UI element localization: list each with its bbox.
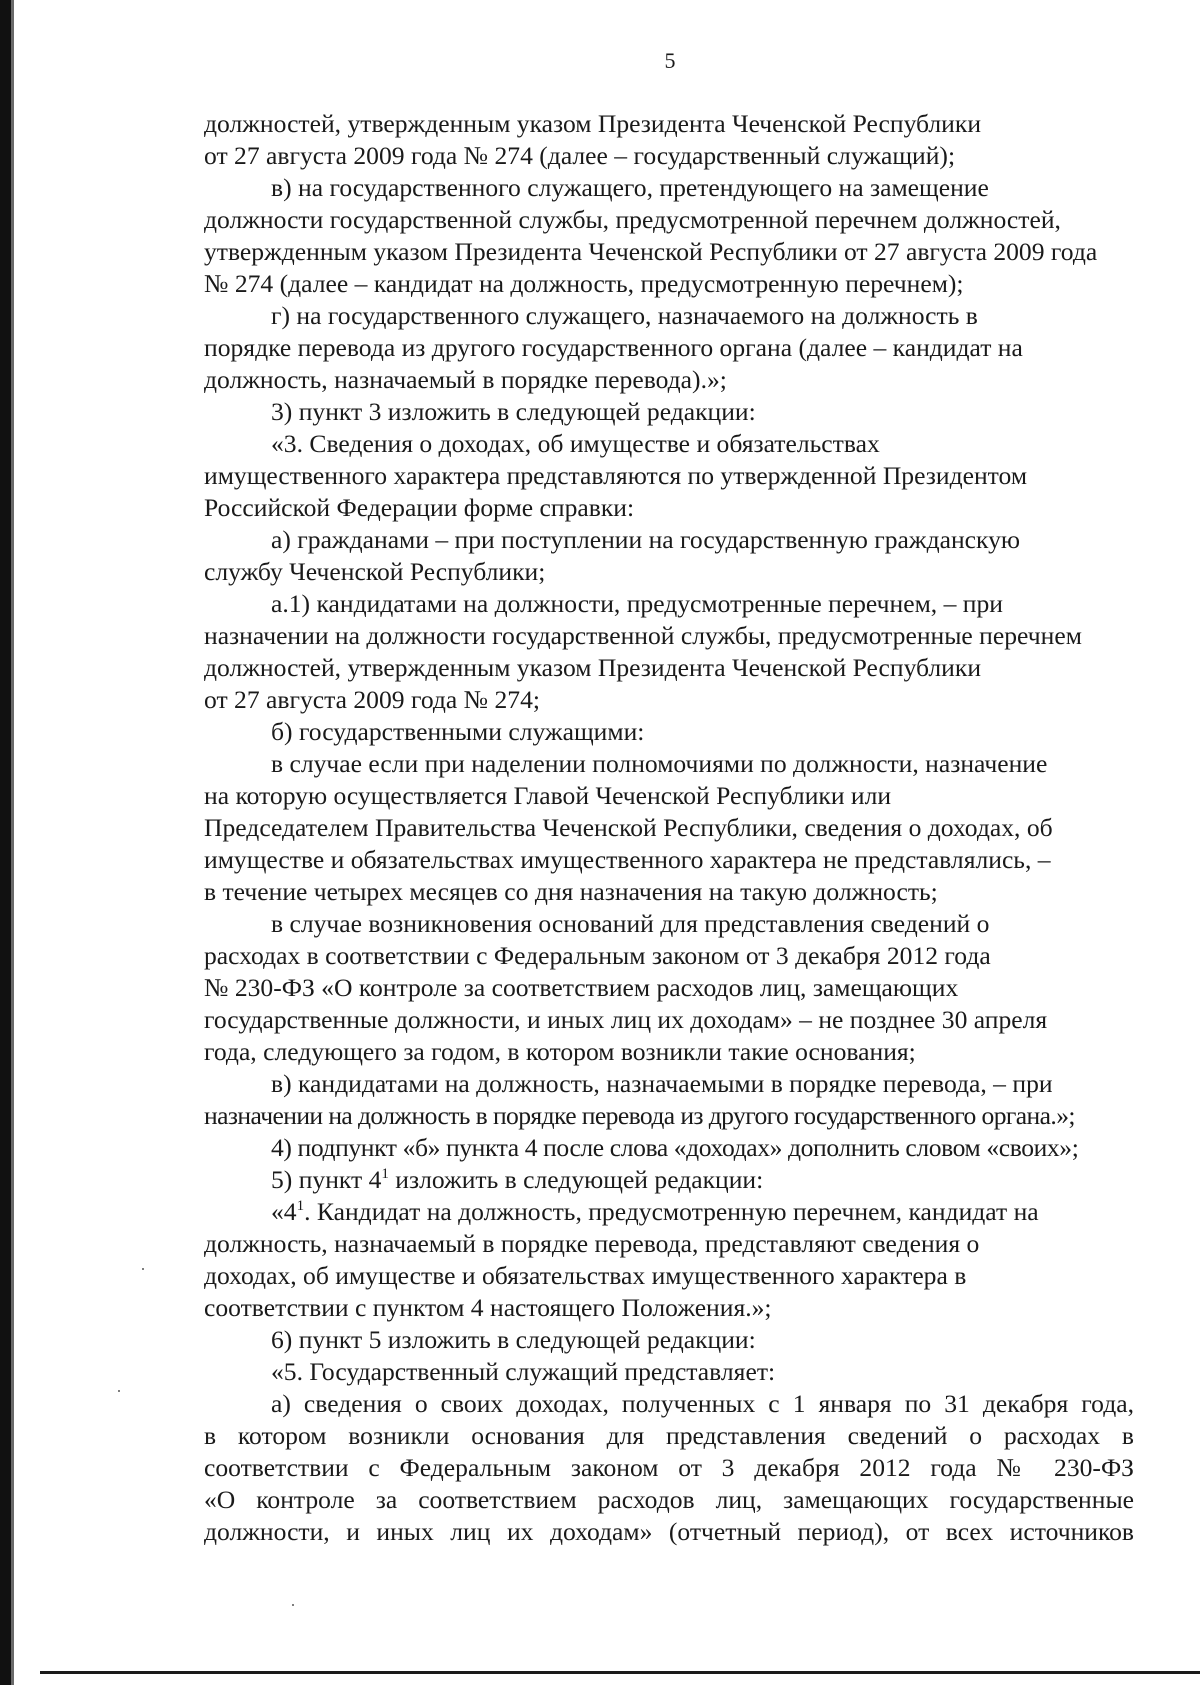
text-line: службу Чеченской Республики; xyxy=(204,557,546,586)
text-line: назначении на должности государственной службы, предусмотренные перечнем xyxy=(204,621,1082,650)
paragraph-15 xyxy=(204,1324,1134,1356)
text-line: 6) пункт 5 изложить в следующей редакции: xyxy=(271,1325,756,1354)
text-line: № 274 (далее – кандидат на должность, предусмотренную перечнем); xyxy=(204,269,964,298)
text-line: должности государственной службы, предусмотренной перечнем должностей, xyxy=(204,205,1061,234)
document-body xyxy=(204,108,1134,1548)
text-line: Председателем Правительства Чеченской Республики, сведения о доходах, об xyxy=(204,813,1053,842)
text-line: должностей, утвержденным указом Президента Чеченской Республики xyxy=(204,109,982,138)
text-line: «О контроле за соответствием расходов лиц, замещающих государственные xyxy=(204,1485,1134,1514)
paragraph-9 xyxy=(204,748,1134,908)
text-line: от 27 августа 2009 года № 274 (далее – государственный служащий); xyxy=(204,141,956,170)
text-line-prefix: «4 xyxy=(271,1197,297,1226)
scan-speck xyxy=(292,1604,294,1606)
text-line: в случае возникновения оснований для представления сведений о xyxy=(271,909,990,938)
scan-edge-left-shadow xyxy=(11,0,14,1685)
text-line: имущественного характера представляются по утвержденной Президентом xyxy=(204,461,1028,490)
paragraph-16 xyxy=(204,1356,1134,1388)
paragraph-12 xyxy=(204,1132,1134,1164)
page-number: 5 xyxy=(664,48,676,73)
text-line: «5. Государственный служащий представляет: xyxy=(271,1357,776,1386)
text-line: 3) пункт 3 изложить в следующей редакции: xyxy=(271,397,756,426)
text-line: должность, назначаемый в порядке перевода).»; xyxy=(204,365,727,394)
paragraph-8 xyxy=(204,716,1134,748)
paragraph-3 xyxy=(204,300,1134,396)
text-line: года, следующего за годом, в котором возникли такие основания; xyxy=(204,1037,916,1066)
text-line: в случае если при наделении полномочиями по должности, назначение xyxy=(271,749,1048,778)
text-line: Российской Федерации форме справки: xyxy=(204,493,635,522)
paragraph-5 xyxy=(204,428,1134,524)
text-line: № 230-ФЗ «О контроле за соответствием расходов лиц, замещающих xyxy=(204,973,959,1002)
text-line: доходах, об имуществе и обязательствах имущественного характера в xyxy=(204,1261,967,1290)
text-line: в течение четырех месяцев со дня назначения на такую должность; xyxy=(204,877,938,906)
paragraph-13 xyxy=(204,1164,1134,1196)
text-line: должности, и иных лиц их доходам» (отчетный период), от всех источников xyxy=(204,1517,1134,1546)
text-line: в) кандидатами на должность, назначаемыми в порядке перевода, – при xyxy=(271,1069,1053,1098)
scan-edge-left xyxy=(0,0,11,1685)
scan-speck xyxy=(142,1268,144,1270)
text-line: от 27 августа 2009 года № 274; xyxy=(204,685,540,714)
paragraph-14 xyxy=(204,1196,1134,1324)
text-line: в котором возникли основания для представления сведений о расходах в xyxy=(204,1421,1134,1450)
text-line-suffix: . Кандидат на должность, предусмотренную перечнем, кандидат на xyxy=(304,1197,1039,1226)
text-line: назначении на должность в порядке перевода из другого государственного органа.»; xyxy=(204,1101,1075,1130)
superscript: 1 xyxy=(381,1166,389,1182)
text-line: «3. Сведения о доходах, об имуществе и обязательствах xyxy=(271,429,880,458)
text-line: в) на государственного служащего, претендующего на замещение xyxy=(271,173,989,202)
text-line: а.1) кандидатами на должности, предусмотренные перечнем, – при xyxy=(271,589,1003,618)
paragraph-2 xyxy=(204,172,1134,300)
text-line: должностей, утвержденным указом Президента Чеченской Республики xyxy=(204,653,982,682)
text-line: б) государственными служащими: xyxy=(271,717,645,746)
paragraph-17 xyxy=(204,1388,1134,1548)
text-line: должность, назначаемый в порядке перевода, представляют сведения о xyxy=(204,1229,980,1258)
text-line: порядке перевода из другого государственного органа (далее – кандидат на xyxy=(204,333,1023,362)
text-line: 4) подпункт «б» пункта 4 после слова «доходах» дополнить словом «своих»; xyxy=(271,1133,1079,1162)
paragraph-11 xyxy=(204,1068,1134,1132)
text-line: имуществе и обязательствах имущественного характера не представлялись, – xyxy=(204,845,1051,874)
text-line-prefix: 5) пункт 4 xyxy=(271,1165,382,1194)
scan-edge-bottom xyxy=(40,1671,1200,1674)
text-line: на которую осуществляется Главой Чеченской Республики или xyxy=(204,781,892,810)
text-line: соответствии с пунктом 4 настоящего Положения.»; xyxy=(204,1293,772,1322)
superscript: 1 xyxy=(296,1198,305,1214)
text-line: г) на государственного служащего, назначаемого на должность в xyxy=(271,301,978,330)
paragraph-6 xyxy=(204,524,1134,588)
text-line: а) сведения о своих доходах, полученных с 1 января по 31 декабря года, xyxy=(271,1389,1134,1418)
paragraph-4 xyxy=(204,396,1134,428)
text-line-suffix: изложить в следующей редакции: xyxy=(388,1165,764,1194)
text-line: государственные должности, и иных лиц их доходам» – не позднее 30 апреля xyxy=(204,1005,1048,1034)
paragraph-10 xyxy=(204,908,1134,1068)
text-line: утвержденным указом Президента Чеченской Республики от 27 августа 2009 года xyxy=(204,237,1098,266)
text-line: соответствии с Федеральным законом от 3 декабря 2012 года № 230-ФЗ xyxy=(204,1453,1134,1482)
text-line: расходах в соответствии с Федеральным законом от 3 декабря 2012 года xyxy=(204,941,991,970)
paragraph-1 xyxy=(204,108,1134,172)
paragraph-7 xyxy=(204,588,1134,716)
scan-speck xyxy=(118,1390,120,1392)
text-line: а) гражданами – при поступлении на государственную гражданскую xyxy=(271,525,1021,554)
